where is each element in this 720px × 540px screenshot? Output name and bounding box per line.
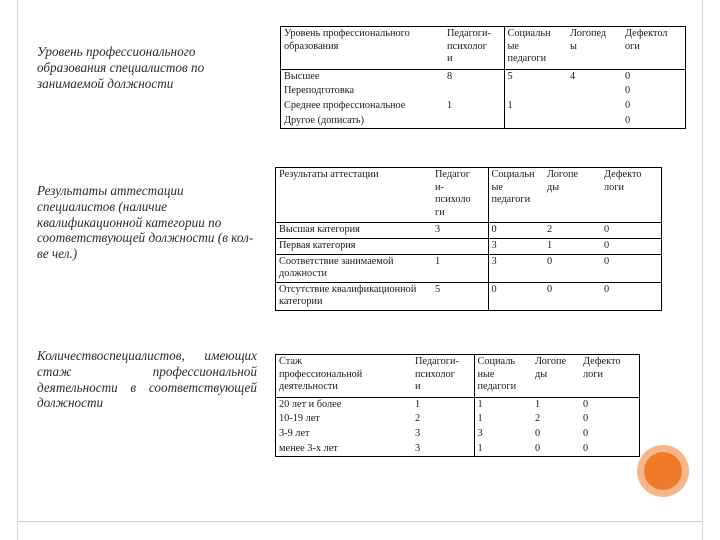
value-cell: 0 xyxy=(625,85,631,97)
column-header-line: и- xyxy=(435,181,444,193)
table-row xyxy=(281,114,685,129)
column-header-line: Стаж xyxy=(279,356,303,367)
column-header-line: логи xyxy=(604,181,625,193)
value-cell xyxy=(504,114,567,129)
value-cell: 3 xyxy=(415,442,421,454)
row-label-cell: Отсутствие квалификационной категории xyxy=(276,282,432,310)
value-cell: 4 xyxy=(567,69,622,84)
column-header-line: психолог xyxy=(415,368,455,380)
column-header-line: Педагоги- xyxy=(447,28,491,39)
column-header xyxy=(532,355,580,397)
column-header-line: Дефекто xyxy=(604,169,642,180)
value-cell: 0 xyxy=(601,282,661,310)
value-cell: 0 xyxy=(488,223,544,239)
value-cell: 3 xyxy=(415,427,421,439)
table-row xyxy=(276,223,661,239)
column-header-line: ые xyxy=(507,40,519,52)
value-cell xyxy=(432,238,488,254)
row-label-cell: 3-9 лет xyxy=(279,427,310,439)
column-header-line: ги xyxy=(435,206,445,218)
frame-line-left xyxy=(17,0,18,540)
heading-attestation-results: Результаты аттестации специалистов (наличие квалификационной категории по соответствующей должности (в кол-ве чел.) xyxy=(37,183,254,262)
value-cell xyxy=(567,84,622,99)
value-cell xyxy=(444,84,504,99)
value-cell: 1 xyxy=(544,238,601,254)
table-row xyxy=(276,254,661,282)
table-row xyxy=(281,69,685,84)
column-header-line: Логопе xyxy=(547,169,579,180)
value-cell: 1 xyxy=(504,99,567,114)
table-row xyxy=(276,238,661,254)
row-label-cell: Первая категория xyxy=(276,238,432,254)
table-work-experience xyxy=(276,355,639,456)
column-header xyxy=(601,168,661,223)
column-header xyxy=(276,168,432,223)
value-cell: 5 xyxy=(504,69,567,84)
value-cell: 0 xyxy=(583,442,589,454)
column-header-line: педагоги xyxy=(491,194,531,206)
value-cell: 5 xyxy=(432,282,488,310)
column-header-line: оги xyxy=(625,40,640,52)
value-cell: 1 xyxy=(474,412,532,427)
table-row xyxy=(276,427,639,442)
value-cell: 8 xyxy=(444,69,504,84)
column-header-line: образования xyxy=(284,40,339,52)
column-header xyxy=(504,27,567,69)
column-header-line: деятельности xyxy=(279,381,338,393)
row-label-cell: 10-19 лет xyxy=(279,413,320,425)
column-header xyxy=(488,168,544,223)
value-cell: 0 xyxy=(535,442,541,454)
column-header-line: и xyxy=(415,381,421,393)
table-header-row xyxy=(276,355,639,397)
value-cell: 3 xyxy=(474,427,532,442)
value-cell: 3 xyxy=(488,238,544,254)
value-cell: 2 xyxy=(544,223,601,239)
value-cell: 0 xyxy=(535,427,541,439)
column-header xyxy=(412,355,474,397)
column-header-line: и xyxy=(447,53,453,65)
row-label-cell: менее 3-х лет xyxy=(279,442,338,454)
value-cell: 0 xyxy=(601,254,661,282)
column-header-line: профессиональной xyxy=(279,368,363,380)
row-label-cell: Соответствие занимаемой должности xyxy=(276,254,432,282)
column-header-line: Логопе xyxy=(535,356,567,367)
table-row xyxy=(276,412,639,427)
heading-experience: Количествоспециалистов, имеющих стаж профессиональной деятельности в соответствующей должности xyxy=(37,348,257,411)
column-header-line: ды xyxy=(547,181,560,193)
row-label-cell: Переподготовка xyxy=(284,85,355,97)
value-cell xyxy=(567,114,622,129)
value-cell: 0 xyxy=(544,254,601,282)
column-header-line: психолог xyxy=(447,40,487,52)
decorative-circle-inner xyxy=(644,452,682,490)
value-cell: 1 xyxy=(447,99,453,111)
column-header-line: Результаты аттестации xyxy=(279,169,379,180)
column-header xyxy=(281,27,444,69)
column-header-line: психоло xyxy=(435,194,471,206)
column-header-line: ы xyxy=(570,40,577,52)
value-cell: 1 xyxy=(474,397,532,412)
row-label-cell: Высшее xyxy=(281,69,444,84)
frame-line-right xyxy=(702,0,703,540)
value-cell: 0 xyxy=(583,427,589,439)
value-cell: 0 xyxy=(601,238,661,254)
value-cell: 0 xyxy=(583,413,589,425)
value-cell: 2 xyxy=(535,413,541,425)
column-header xyxy=(622,27,685,69)
column-header-line: Социальн xyxy=(491,169,535,180)
column-header-line: педагоги xyxy=(507,53,547,65)
column-header-line: Социаль xyxy=(477,356,516,367)
value-cell: 0 xyxy=(625,114,631,126)
table-row xyxy=(281,99,685,114)
column-header-line: Педагог xyxy=(435,169,471,180)
value-cell: 1 xyxy=(412,397,474,412)
column-header-line: ые xyxy=(491,181,503,193)
heading-education-level: Уровень профессионального образования специалистов по занимаемой должности xyxy=(37,44,205,91)
frame-line-bottom xyxy=(17,521,703,522)
column-header-line: Уровень профессионального xyxy=(284,28,410,39)
column-header xyxy=(432,168,488,223)
row-label-cell: Другое (дописать) xyxy=(284,114,365,126)
column-header-line: Логопед xyxy=(570,28,607,39)
table-row xyxy=(276,442,639,457)
table-attestation-results xyxy=(276,168,661,310)
column-header xyxy=(276,355,412,397)
value-cell: 0 xyxy=(488,282,544,310)
value-cell: 0 xyxy=(622,69,685,84)
table-header-row xyxy=(276,168,661,223)
table-row xyxy=(281,84,685,99)
column-header-line: логи xyxy=(583,368,604,380)
table-row xyxy=(276,282,661,310)
column-header-line: Педагоги- xyxy=(415,356,459,367)
row-label-cell: Высшая категория xyxy=(276,223,432,239)
column-header xyxy=(474,355,532,397)
column-header-line: Социальн xyxy=(507,28,551,39)
value-cell: 2 xyxy=(415,413,421,425)
column-header-line: Дефектол xyxy=(625,28,668,39)
column-header-line: ды xyxy=(535,368,548,380)
row-label-cell: Среднее профессиональное xyxy=(284,99,406,111)
table-row xyxy=(276,397,639,412)
table-education-level xyxy=(281,27,685,128)
column-header-line: Дефекто xyxy=(583,356,621,367)
row-label-cell: 20 лет и более xyxy=(276,397,412,412)
value-cell: 0 xyxy=(601,223,661,239)
value-cell xyxy=(504,84,567,99)
value-cell xyxy=(444,114,504,129)
column-header-line: педагоги xyxy=(477,381,517,393)
value-cell xyxy=(567,99,622,114)
value-cell: 0 xyxy=(625,99,631,111)
value-cell: 0 xyxy=(544,282,601,310)
column-header-line: ные xyxy=(477,368,495,380)
value-cell: 0 xyxy=(580,397,639,412)
value-cell: 1 xyxy=(474,442,532,457)
column-header xyxy=(580,355,639,397)
column-header xyxy=(567,27,622,69)
column-header xyxy=(444,27,504,69)
value-cell: 3 xyxy=(432,223,488,239)
column-header xyxy=(544,168,601,223)
table-header-row xyxy=(281,27,685,69)
value-cell: 1 xyxy=(532,397,580,412)
value-cell: 3 xyxy=(488,254,544,282)
value-cell: 1 xyxy=(432,254,488,282)
